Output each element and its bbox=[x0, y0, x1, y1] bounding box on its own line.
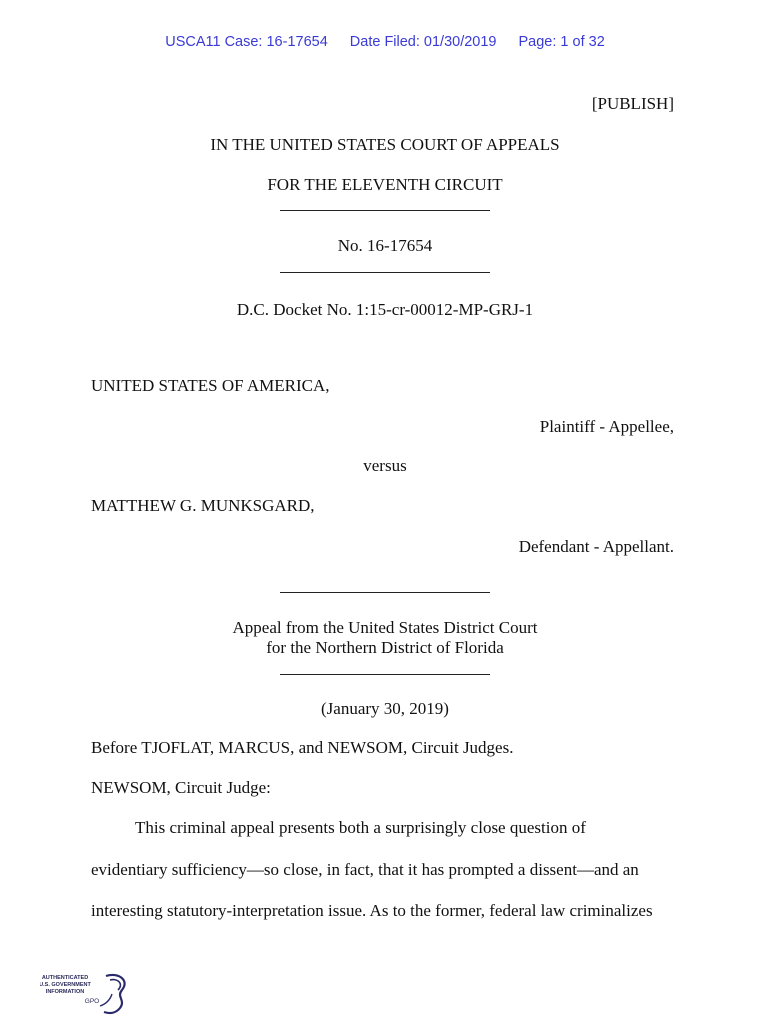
divider-rule bbox=[280, 210, 490, 211]
divider-rule bbox=[280, 674, 490, 675]
gpo-authentication-seal bbox=[40, 970, 132, 1016]
gpo-eagle-seal-icon bbox=[40, 970, 132, 1016]
opinion-author: NEWSOM, Circuit Judge: bbox=[91, 778, 271, 797]
plaintiff-name: UNITED STATES OF AMERICA, bbox=[91, 376, 330, 395]
defendant-name: MATTHEW G. MUNKSGARD, bbox=[91, 496, 315, 515]
filing-header bbox=[0, 34, 770, 50]
body-line: interesting statutory-interpretation issue. As to the former, federal law criminalizes bbox=[91, 901, 653, 920]
versus-label: versus bbox=[363, 456, 407, 475]
body-line: evidentiary sufficiency—so close, in fact, that it has prompted a dissent—and an bbox=[91, 860, 639, 879]
header-date-filed: Date Filed: 01/30/2019 bbox=[349, 34, 497, 50]
seal-text-line3: INFORMATION bbox=[45, 989, 85, 995]
appeal-origin-line2: for the Northern District of Florida bbox=[266, 638, 504, 657]
seal-text-line2: U.S. GOVERNMENT bbox=[40, 982, 91, 988]
seal-text-line1: AUTHENTICATED bbox=[41, 975, 89, 981]
docket-number: D.C. Docket No. 1:15-cr-00012-MP-GRJ-1 bbox=[236, 300, 534, 319]
panel-judges: Before TJOFLAT, MARCUS, and NEWSOM, Circuit Judges. bbox=[91, 738, 514, 757]
divider-rule bbox=[280, 272, 490, 273]
case-number: No. 16-17654 bbox=[337, 236, 433, 255]
seal-mark: GPO bbox=[84, 998, 100, 1005]
header-page: Page: 1 of 32 bbox=[518, 34, 605, 50]
court-name: IN THE UNITED STATES COURT OF APPEALS bbox=[210, 135, 560, 154]
publish-tag: [PUBLISH] bbox=[591, 94, 674, 113]
appeal-origin-line1: Appeal from the United States District Court bbox=[232, 618, 538, 637]
divider-rule bbox=[280, 592, 490, 593]
defendant-role: Defendant - Appellant. bbox=[518, 537, 674, 556]
circuit-name: FOR THE ELEVENTH CIRCUIT bbox=[267, 175, 503, 194]
plaintiff-role: Plaintiff - Appellee, bbox=[539, 417, 674, 436]
body-line: This criminal appeal presents both a surprisingly close question of bbox=[135, 818, 586, 837]
header-case: USCA11 Case: 16-17654 bbox=[165, 34, 328, 50]
decision-date: (January 30, 2019) bbox=[321, 699, 449, 718]
